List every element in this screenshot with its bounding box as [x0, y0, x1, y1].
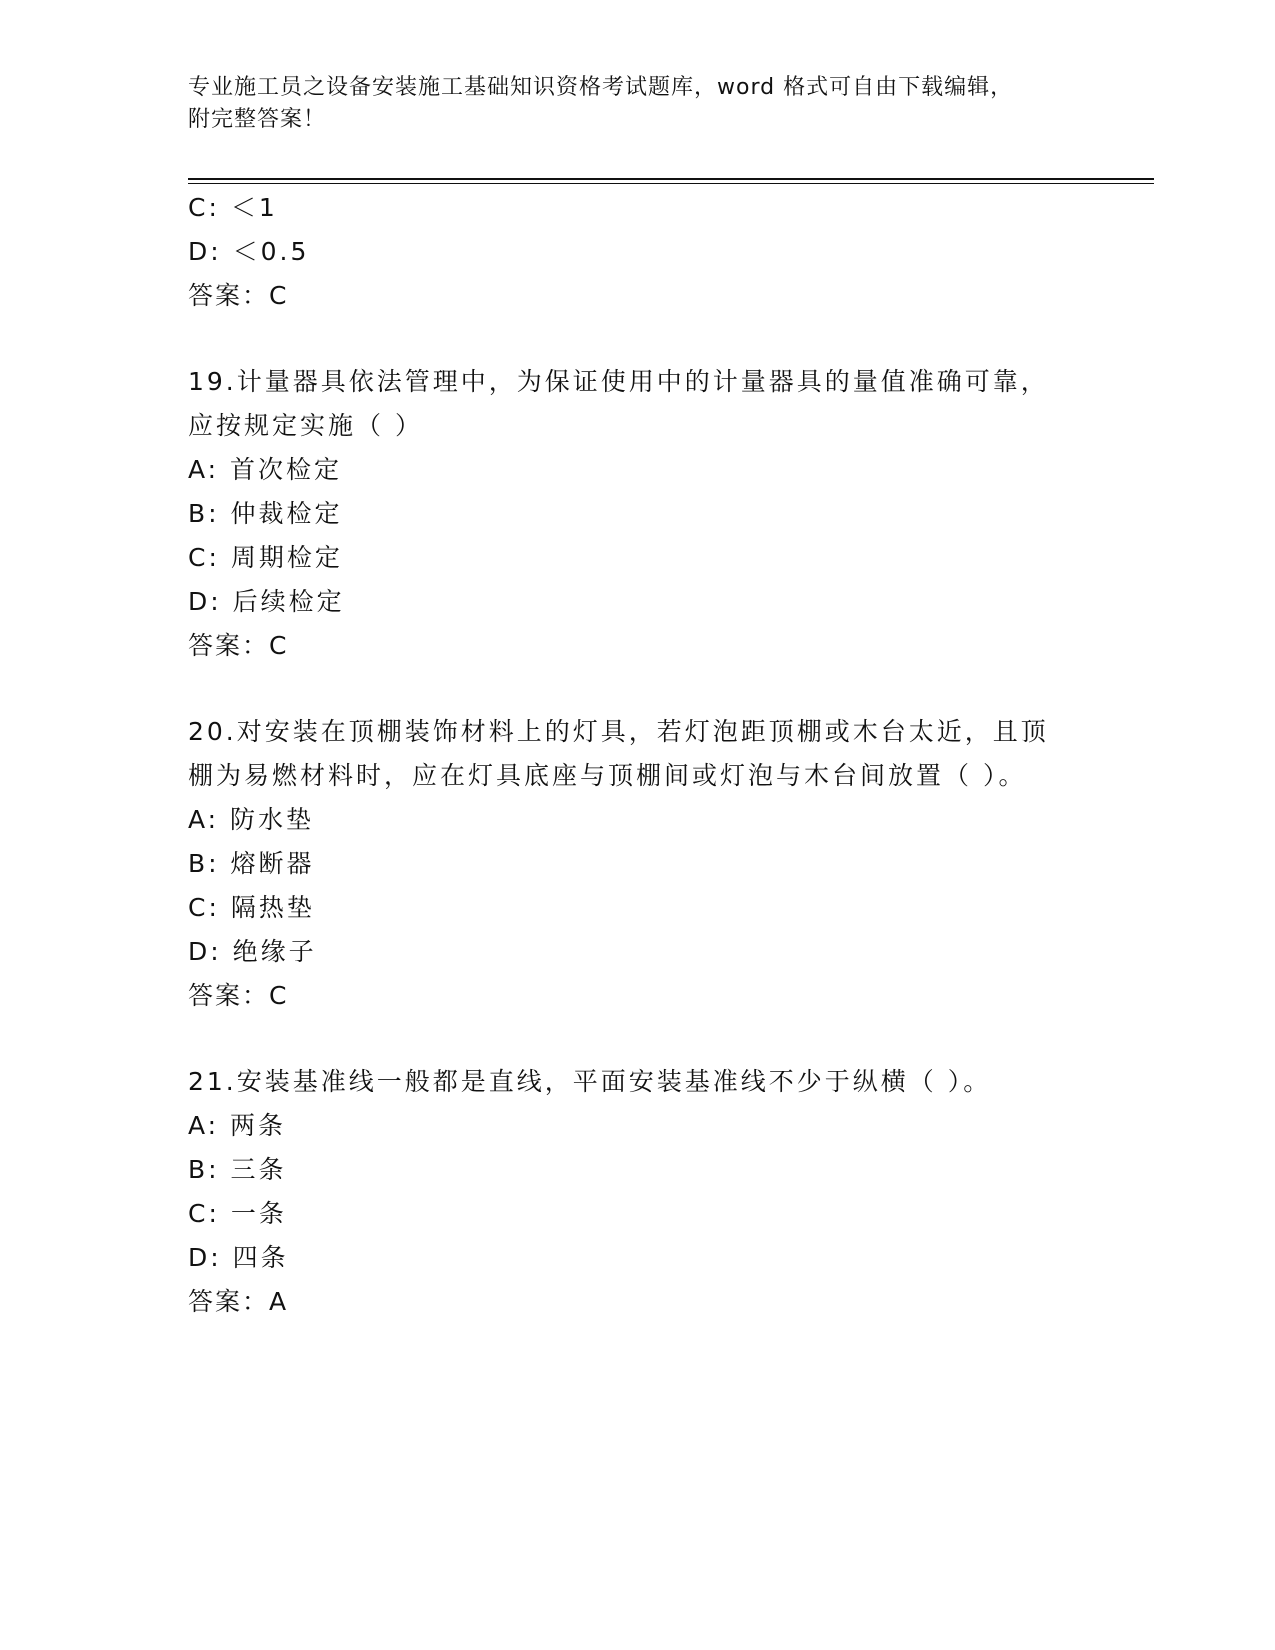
header-line-2: 附完整答案！ [188, 107, 327, 132]
q19-option-c: C: 周期检定 [188, 543, 343, 572]
q21-answer: 答案：A [188, 1287, 289, 1316]
q20-stem-line-1: 20.对安装在顶棚装饰材料上的灯具，若灯泡距顶棚或木台太近，且顶 [188, 717, 1049, 746]
q21-option-b: B: 三条 [188, 1155, 287, 1184]
q21-option-d: D: 四条 [188, 1243, 289, 1272]
prev-answer: 答案：C [188, 281, 289, 310]
header-line-1: 专业施工员之设备安装施工基础知识资格考试题库，word 格式可自由下载编辑， [188, 75, 1014, 100]
q19-option-b: B: 仲裁检定 [188, 499, 343, 528]
q20-stem-line-2: 棚为易燃材料时，应在灯具底座与顶棚间或灯泡与木台间放置（ ）。 [188, 761, 1027, 790]
prev-option-d: D: ＜0.5 [188, 237, 310, 266]
prev-option-c: C: ＜1 [188, 193, 278, 222]
q20-option-c: C: 隔热垫 [188, 893, 315, 922]
q19-stem-line-2: 应按规定实施（ ） [188, 411, 423, 440]
document-header [188, 72, 1088, 136]
q21-option-a: A: 两条 [188, 1111, 287, 1140]
q19-stem-line-1: 19.计量器具依法管理中，为保证使用中的计量器具的量值准确可靠， [188, 367, 1049, 396]
q21-option-c: C: 一条 [188, 1199, 287, 1228]
q21-stem-line-1: 21.安装基准线一般都是直线，平面安装基准线不少于纵横（ ）。 [188, 1067, 992, 1096]
q20-option-a: A: 防水垫 [188, 805, 315, 834]
q19-option-a: A: 首次检定 [188, 455, 343, 484]
q20-option-d: D: 绝缘子 [188, 937, 317, 966]
q20-option-b: B: 熔断器 [188, 849, 315, 878]
q19-answer: 答案：C [188, 631, 289, 660]
header-divider-thin [188, 183, 1154, 184]
q20-answer: 答案：C [188, 981, 289, 1010]
header-divider-thick [188, 178, 1154, 180]
q19-option-d: D: 后续检定 [188, 587, 345, 616]
